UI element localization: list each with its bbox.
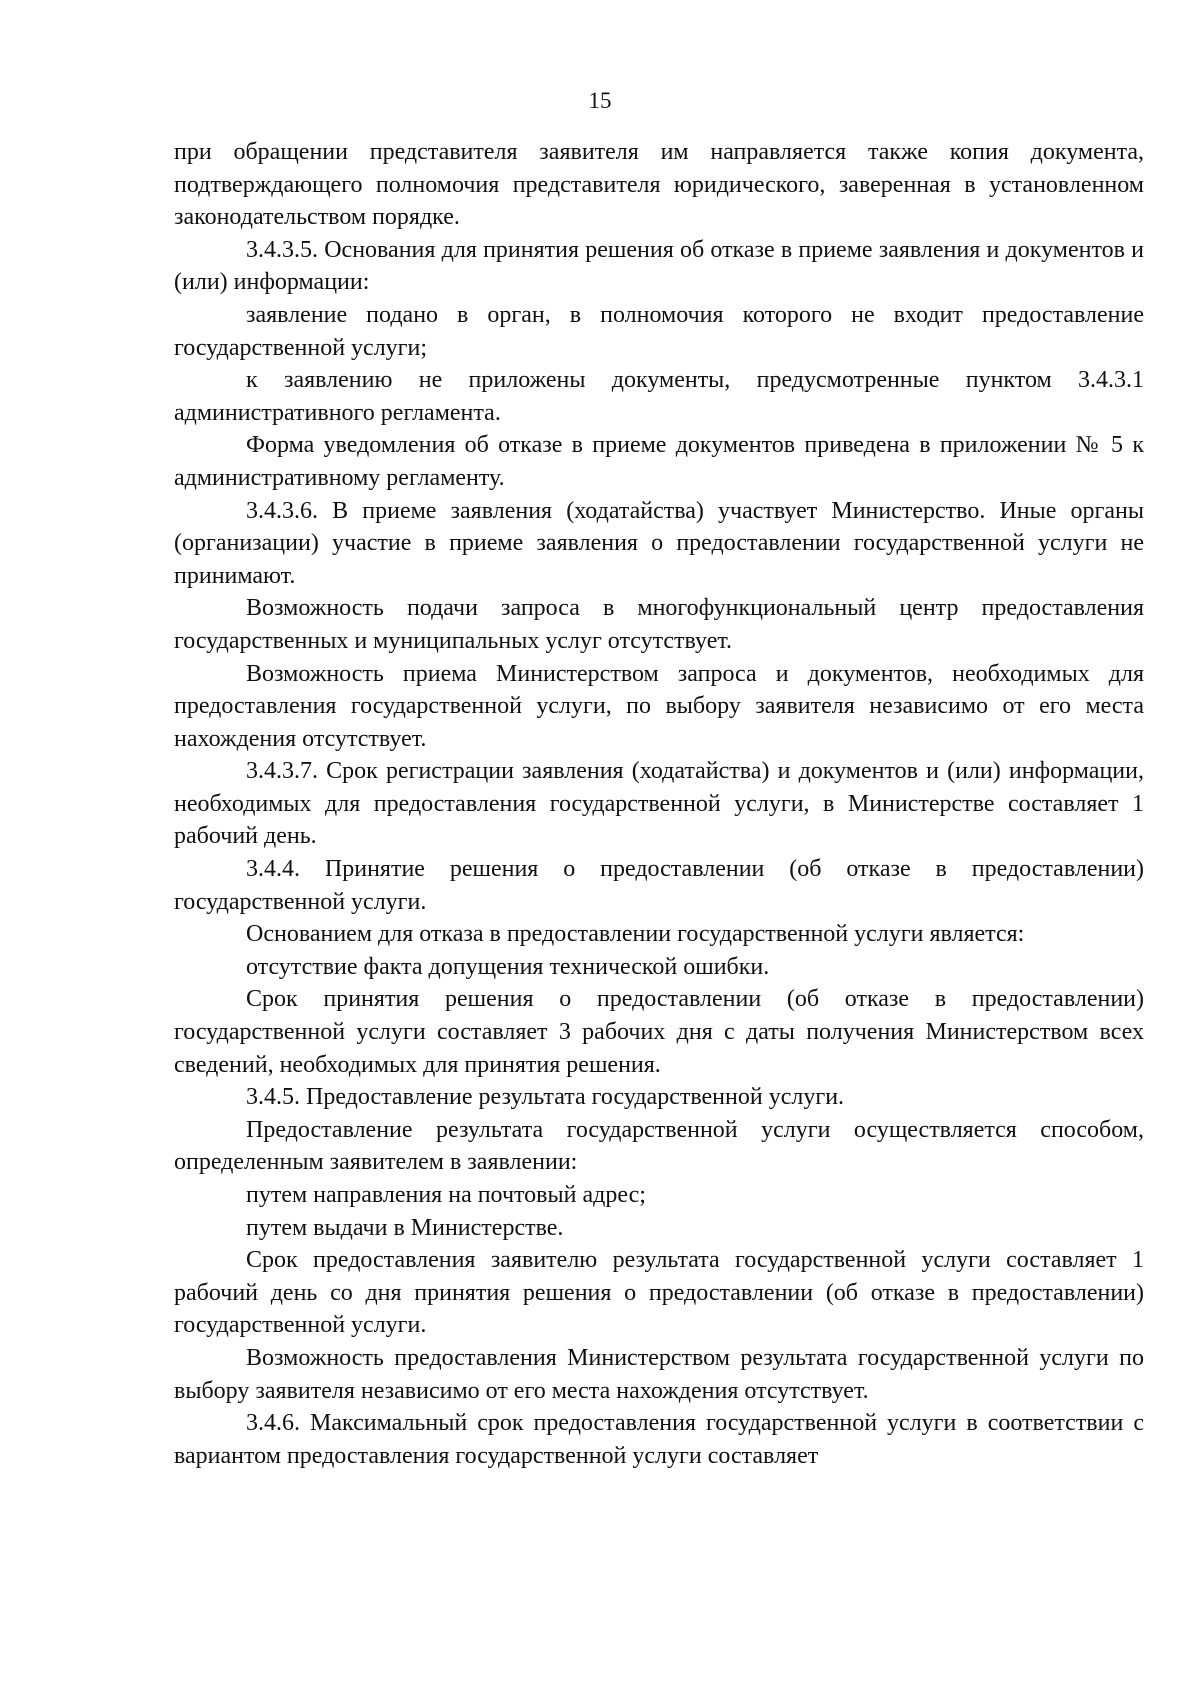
- paragraph: Возможность подачи запроса в многофункциональный центр предоставления государственных и муниципальных услуг отсутствует.: [174, 595, 1144, 654]
- paragraph: 3.4.3.5. Основания для принятия решения об отказе в приеме заявления и документов и (или) информации:: [174, 236, 1144, 296]
- paragraph: Основанием для отказа в предоставлении государственной услуги является:: [246, 921, 1025, 948]
- paragraph: заявление подано в орган, в полномочия которого не входит предоставление государственной услуги;: [174, 301, 1144, 361]
- paragraph: к заявлению не приложены документы, предусмотренные пунктом 3.4.3.1 административного регламента.: [174, 367, 1144, 426]
- paragraph: путем выдачи в Министерстве.: [246, 1214, 564, 1241]
- paragraph: 3.4.3.6. В приеме заявления (ходатайства) участвует Министерство. Иные органы (организации) участие в приеме заявления о предоставлении государственной услуги не принимают.: [174, 497, 1144, 589]
- paragraph: 3.4.5. Предоставление результата государственной услуги.: [246, 1084, 845, 1111]
- paragraph: Возможность приема Министерством запроса и документов, необходимых для предоставления государственной услуги, по выбору заявителя независимо от его места нахождения отсутствует.: [174, 660, 1144, 752]
- paragraph: 3.4.3.7. Срок регистрации заявления (ходатайства) и документов и (или) информации, необходимых для предоставления государственной услуги, в Министерстве составляет 1 рабочий день.: [174, 758, 1144, 850]
- paragraph: Срок предоставления заявителю результата государственной услуги составляет 1 рабочий день со дня принятия решения о предоставлении (об отказе в предоставлении) государственной услуги.: [174, 1247, 1144, 1339]
- paragraph: отсутствие факта допущения технической ошибки.: [246, 953, 770, 980]
- paragraph: Срок принятия решения о предоставлении (об отказе в предоставлении) государственной услуги составляет 3 рабочих дня с даты получения Министерством всех сведений, необходимых для принятия решения.: [174, 986, 1144, 1078]
- paragraph: при обращении представителя заявителя им направляется также копия документа, подтверждающего полномочия представителя юридического, заверенная в установленном законодательством порядке.: [174, 139, 1144, 231]
- document-body: [174, 136, 1144, 1472]
- page-number: 15: [588, 88, 612, 113]
- paragraph: Форма уведомления об отказе в приеме документов приведена в приложении № 5 к административному регламенту.: [174, 432, 1144, 491]
- paragraph: Возможность предоставления Министерством результата государственной услуги по выбору заявителя независимо от его места нахождения отсутствует.: [174, 1344, 1144, 1404]
- paragraph: Предоставление результата государственной услуги осуществляется способом, определенным заявителем в заявлении:: [174, 1116, 1144, 1176]
- paragraph: 3.4.6. Максимальный срок предоставления государственной услуги в соответствии с вариантом предоставления государственной услуги составляет: [174, 1410, 1144, 1469]
- paragraph: 3.4.4. Принятие решения о предоставлении (об отказе в предоставлении) государственной услуги.: [174, 856, 1144, 915]
- paragraph: путем направления на почтовый адрес;: [246, 1182, 646, 1208]
